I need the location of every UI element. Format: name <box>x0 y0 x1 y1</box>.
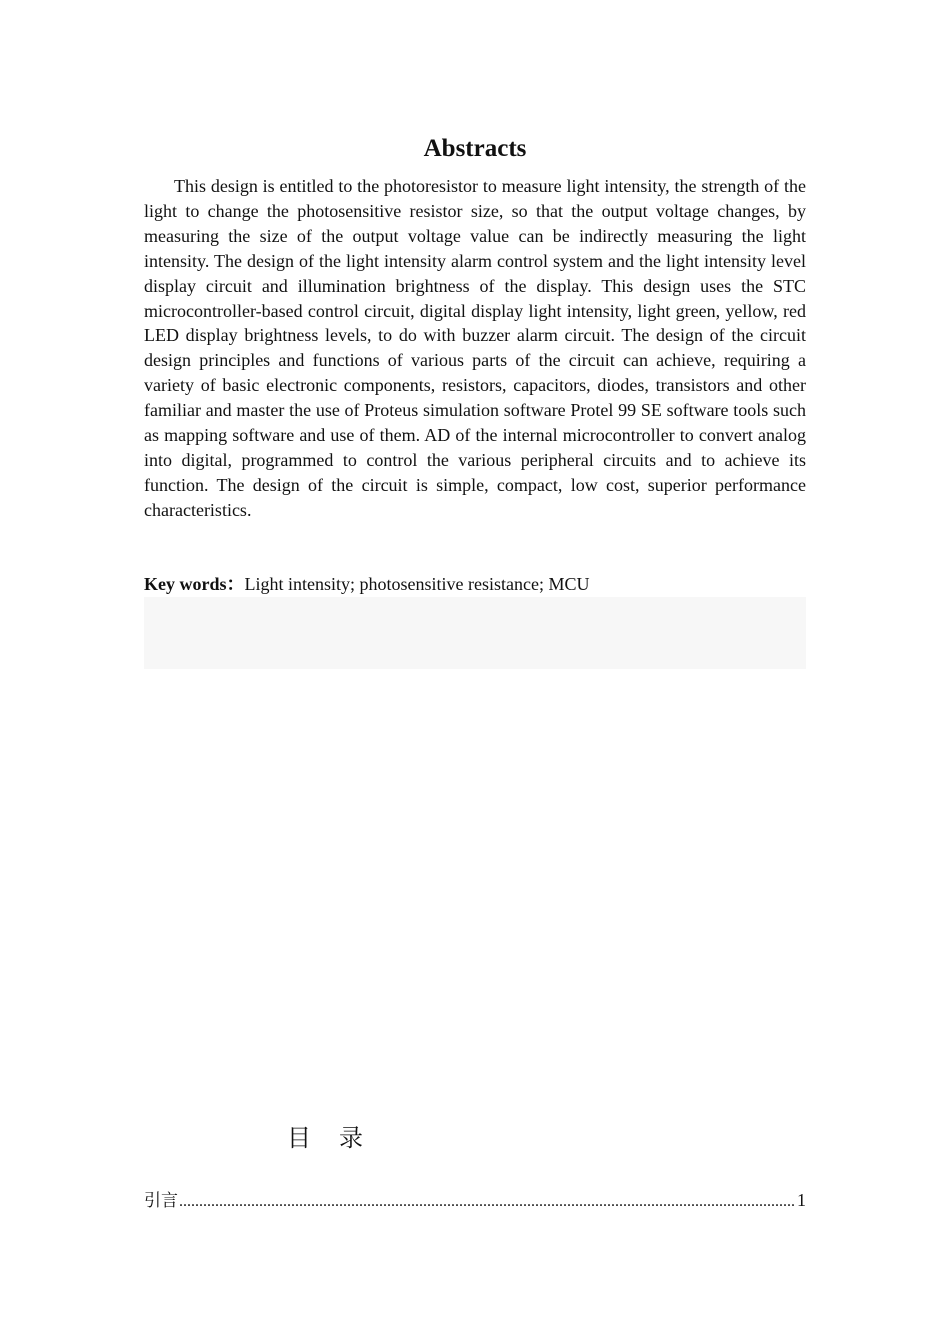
abstract-title: Abstracts <box>423 135 527 162</box>
toc-entry[interactable] <box>144 1188 806 1214</box>
toc-dot-leader <box>179 1190 796 1214</box>
blank-shaded-area <box>144 597 806 669</box>
keywords-value: Light intensity; photosensitive resistance; MCU <box>244 574 590 594</box>
keywords-line <box>144 572 806 597</box>
toc-entry-label: 引言 <box>144 1191 178 1211</box>
toc-entry-page-number: 1 <box>797 1190 806 1210</box>
keywords-label: Key words： <box>144 574 245 594</box>
toc-title: 目录 <box>287 1124 391 1152</box>
abstract-body: This design is entitled to the photoresistor to measure light intensity, the strength of the light to change the photosensitive resistor size, so that the output voltage changes, by measuring the size of the output voltage value can be indirectly measuring the light intensity. The design of the light intensity alarm control system and the light intensity level display circuit and illumination brightness of the display. This design uses the STC microcontroller-based control circuit, digital display light intensity, light green, yellow, red LED display brightness levels, to do with buzzer alarm circuit. The design of the circuit design principles and functions of various parts of the circuit can achieve, requiring a variety of basic electronic components, resistors, capacitors, diodes, transistors and other familiar and master the use of Proteus simulation software Protel 99 SE software tools such as mapping software and use of them. AD of the internal microcontroller to convert analog into digital, programmed to control the various peripheral circuits and to achieve its function. The design of the circuit is simple, compact, low cost, superior performance characteristics. <box>144 176 806 520</box>
